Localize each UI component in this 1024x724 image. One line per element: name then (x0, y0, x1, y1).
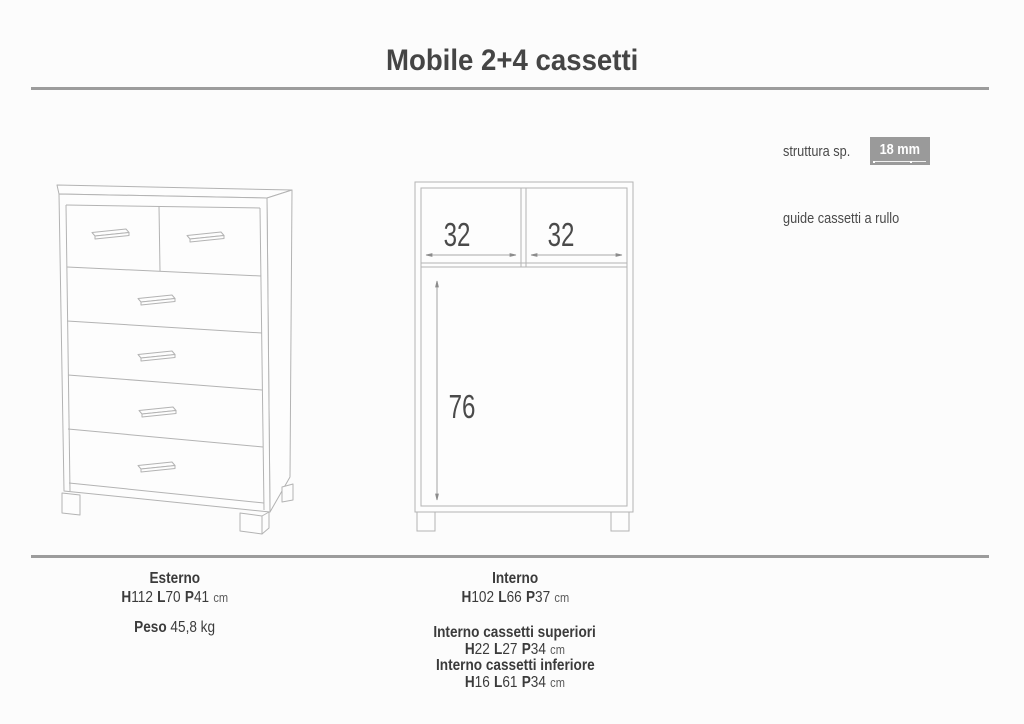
lower-drawer-dimensions: H16 L61 P34 cm (464, 673, 566, 691)
upper-drawers-heading-line (395, 625, 635, 642)
structure-label: struttura sp. (783, 142, 851, 160)
lower-drawer-heading: Interno cassetti inferiore (435, 657, 595, 674)
external-heading-line (55, 569, 295, 588)
weight-line (55, 618, 295, 637)
bottom-divider (31, 555, 989, 558)
structure-note (783, 139, 930, 163)
page-title: Mobile 2+4 cassetti (385, 44, 639, 77)
upper-drawers-dimensions: H22 L27 P34 cm (464, 640, 566, 658)
dimension-lower-height: 76 (448, 389, 476, 426)
external-heading: Esterno (149, 570, 201, 587)
structure-thickness-value: 18 mm (879, 141, 921, 158)
upper-drawers-heading: Interno cassetti superiori (433, 624, 597, 641)
internal-specs (395, 569, 635, 691)
dimension-upper-left-width: 32 (443, 217, 471, 254)
title-divider (31, 87, 989, 90)
external-specs (55, 569, 295, 637)
cabinet-outline (57, 185, 293, 534)
internal-dimensions: H102 L66 P37 cm (461, 589, 569, 606)
internal-heading-line (395, 569, 635, 588)
drawer-specs (395, 625, 635, 691)
internal-heading: Interno (491, 570, 539, 587)
front-view-drawing (40, 165, 310, 555)
weight-label: Peso (134, 619, 168, 636)
structure-thickness-badge (870, 137, 930, 165)
dimension-view-drawing (405, 175, 645, 535)
drawer-guides-note: guide cassetti a rullo (783, 210, 900, 227)
weight-value: 45,8 kg (170, 619, 216, 636)
lower-drawer-heading-line (395, 658, 635, 675)
page-title-row (0, 44, 1024, 78)
dimension-upper-right-width: 32 (547, 217, 575, 254)
external-dimensions: H112 L70 P41 cm (121, 589, 229, 606)
